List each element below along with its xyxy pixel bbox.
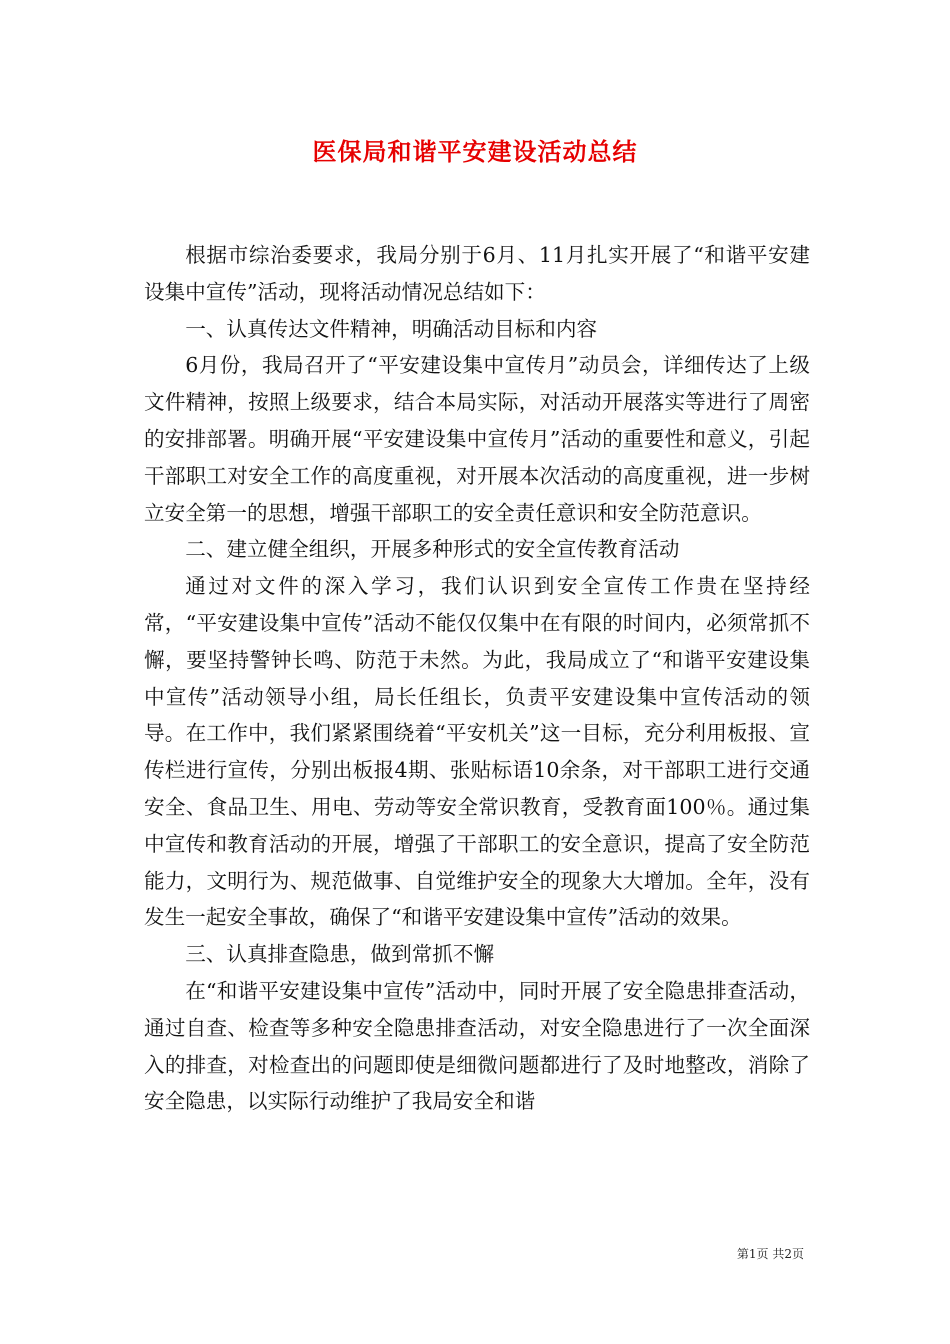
paragraph-intro: 根据市综治委要求，我局分别于6月、11月扎实开展了“和谐平安建设集中宣传”活动，现将活动情况总结如下： <box>144 243 810 304</box>
heading-section-1: 一、认真传达文件精神，明确活动目标和内容 <box>185 316 598 341</box>
heading-section-2: 二、建立健全组织，开展多种形式的安全宣传教育活动 <box>185 537 680 562</box>
paragraph-section-3: 在“和谐平安建设集中宣传”活动中，同时开展了安全隐患排查活动，通过自查、检查等多种安全隐患排查活动，对安全隐患进行了一次全面深入的排查，对检查出的问题即使是细微问题都进行了及时地整改，消除了安全隐患，以实际行动维护了我局安全和谐 <box>144 978 810 1114</box>
document-title: 医保局和谐平安建设活动总结 <box>312 137 638 166</box>
page-number-footer: 第1页 共2页 <box>736 1247 804 1261</box>
heading-section-3: 三、认真排查隐患，做到常抓不懈 <box>185 942 495 967</box>
document-body <box>144 237 810 1120</box>
paragraph-section-2: 通过对文件的深入学习，我们认识到安全宣传工作贵在坚持经常，“平安建设集中宣传”活动不能仅仅集中在有限的时间内，必须常抓不懈，要坚持警钟长鸣、防范于未然。为此，我局成立了“和谐平安建设集中宣传”活动领导小组，局长任组长，负责平安建设集中宣传活动的领导。在工作中，我们紧紧围绕着“平安机关”这一目标，充分利用板报、宣传栏进行宣传，分别出板报4期、张贴标语10余条，对干部职工进行交通安全、食品卫生、用电、劳动等安全常识教育，受教育面100％。通过集中宣传和教育活动的开展，增强了干部职工的安全意识，提高了安全防范能力，文明行为、规范做事、自觉维护安全的现象大大增加。全年，没有发生一起安全事故，确保了“和谐平安建设集中宣传”活动的效果。 <box>144 574 810 930</box>
paragraph-section-1: 6月份，我局召开了“平安建设集中宣传月”动员会，详细传达了上级文件精神，按照上级要求，结合本局实际，对活动开展落实等进行了周密的安排部署。明确开展“平安建设集中宣传月”活动的重要性和意义，引起干部职工对安全工作的高度重视，对开展本次活动的高度重视，进一步树立安全第一的思想，增强干部职工的安全责任意识和安全防范意识。 <box>144 353 810 525</box>
